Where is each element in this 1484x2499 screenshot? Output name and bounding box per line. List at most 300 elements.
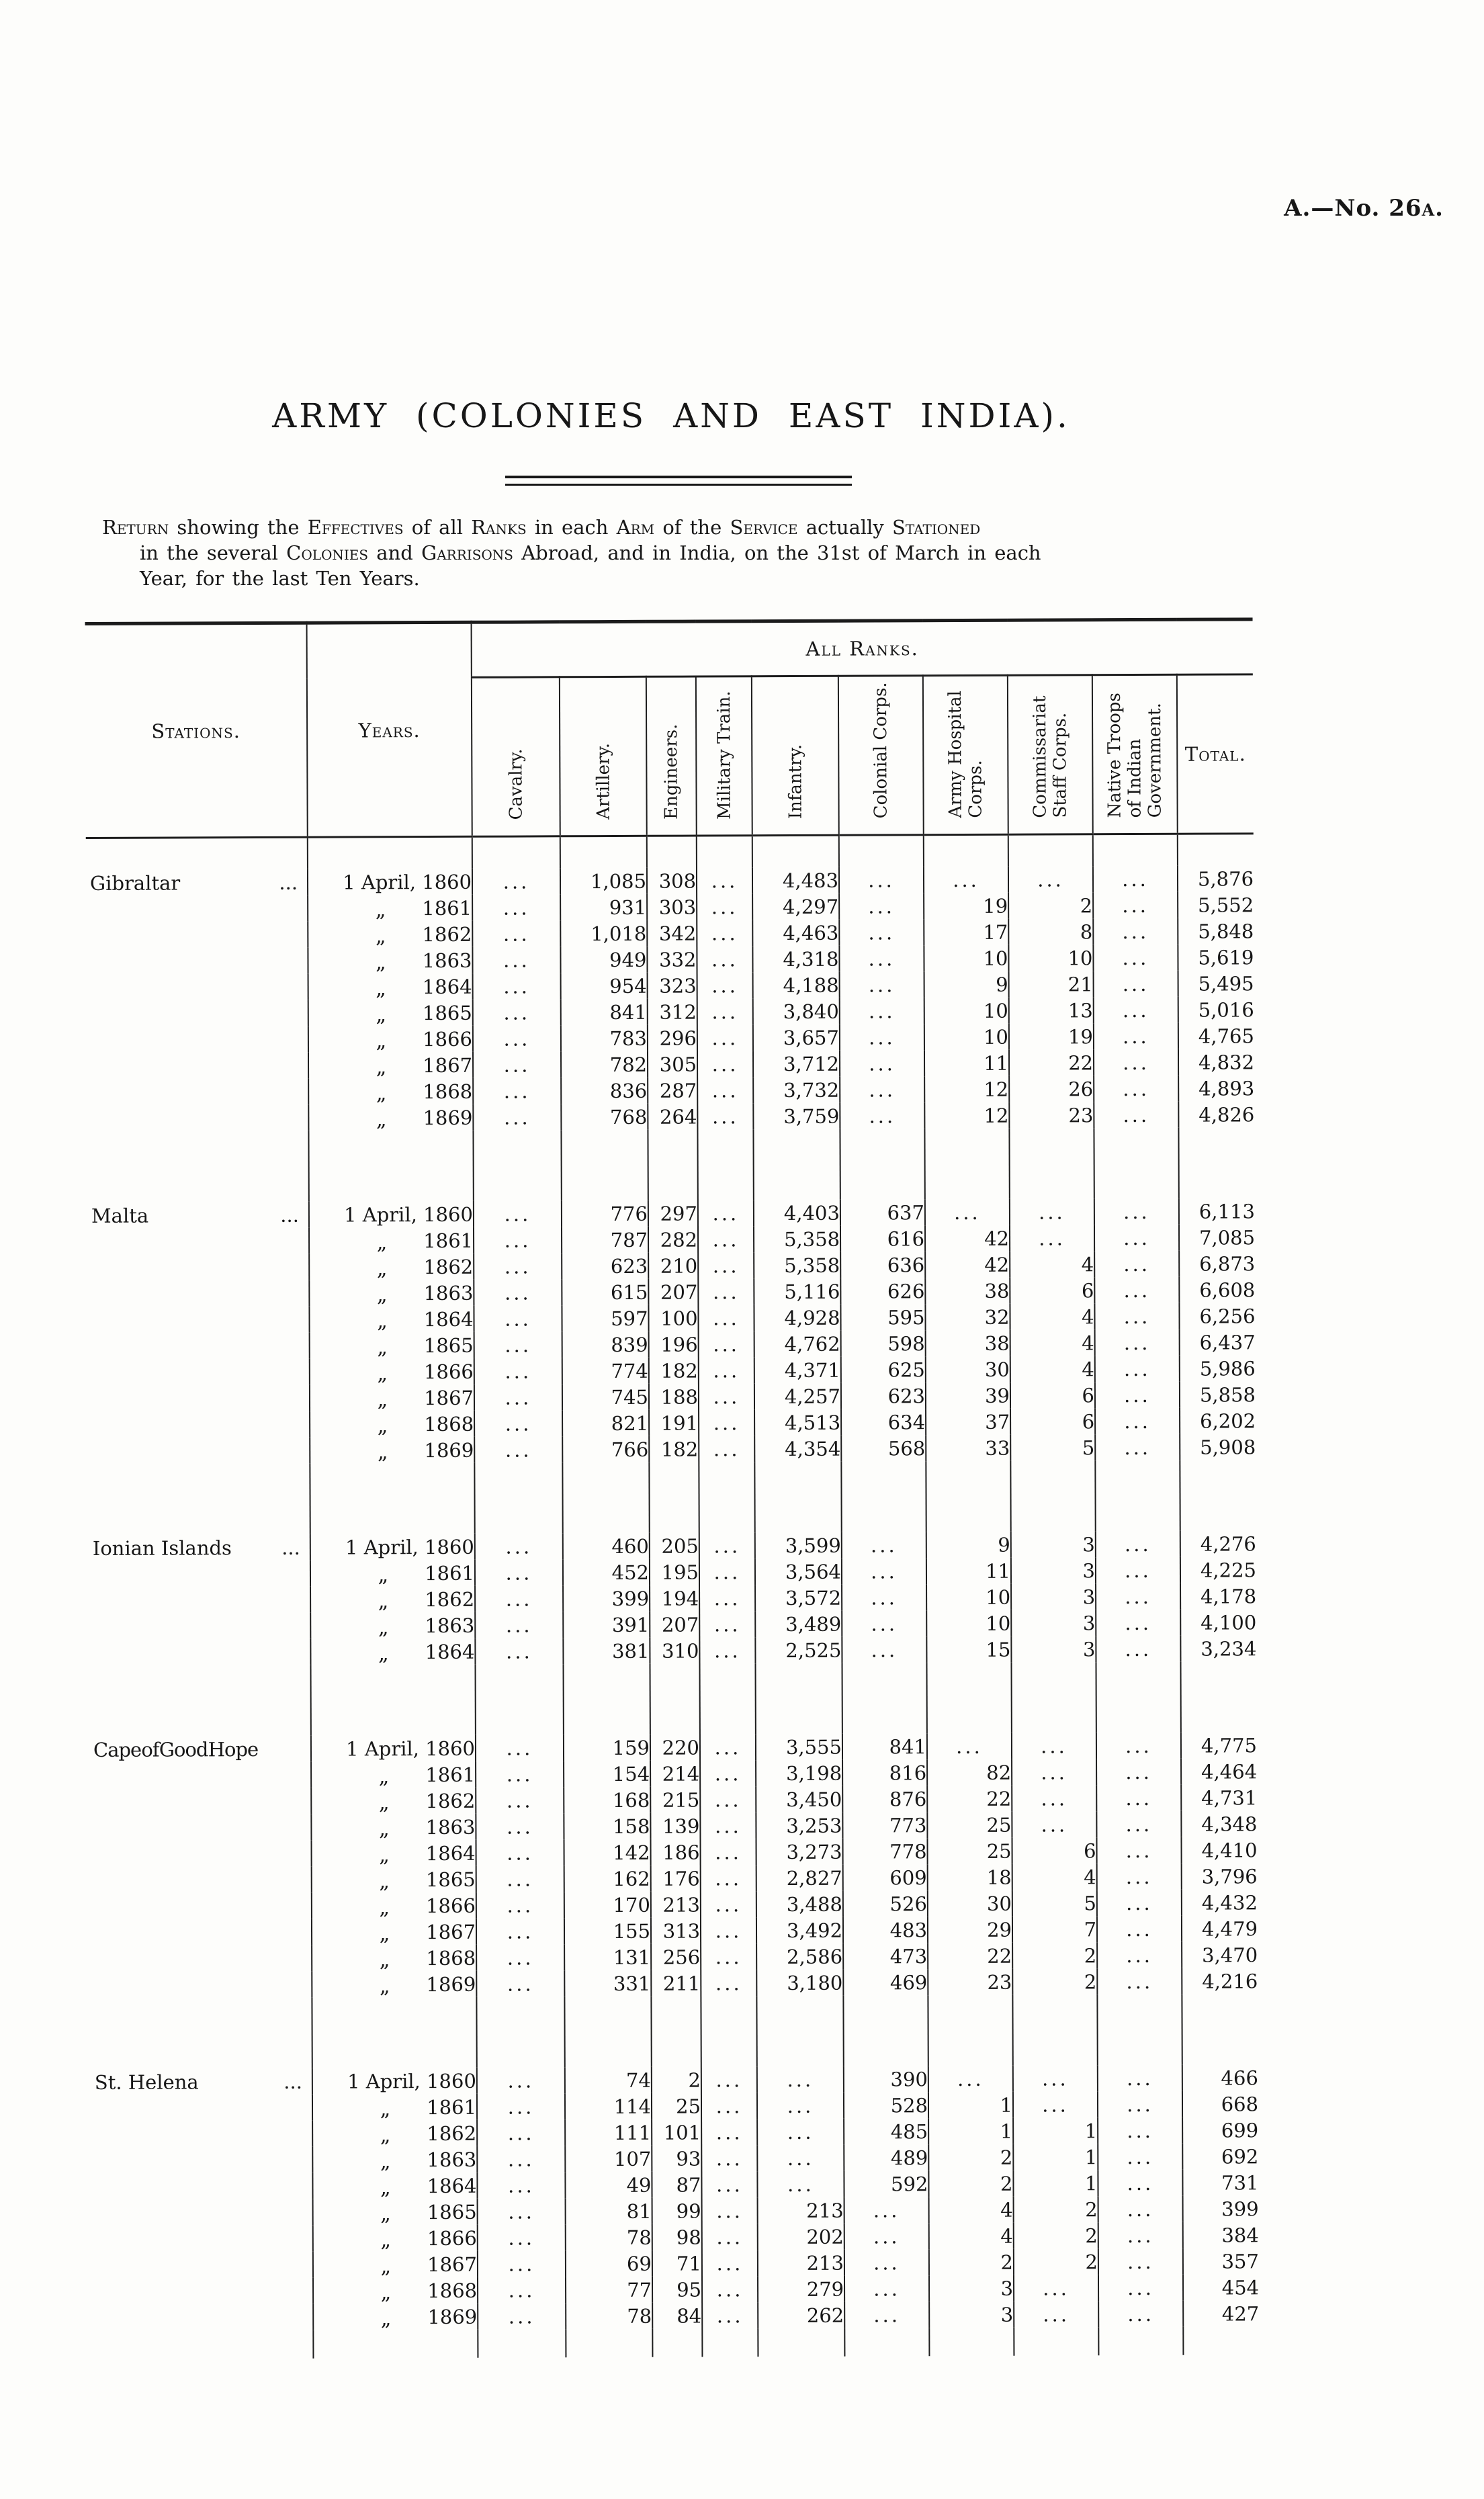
cell-artillery: 49 [565, 2172, 652, 2198]
cell-artillery: 114 [565, 2093, 652, 2119]
cell-native-troops: ... [1096, 1837, 1181, 1864]
cell-artillery: 1,085 [560, 868, 647, 894]
cell-native-troops: ... [1094, 1198, 1179, 1225]
cell-army-hospital-corps: 4 [929, 2223, 1014, 2249]
cell-total: 5,876 [1178, 865, 1254, 891]
table-row [90, 1941, 1258, 1972]
cell-engineers: 87 [652, 2172, 701, 2198]
cell-native-troops: ... [1094, 1251, 1179, 1277]
cell-station [87, 1079, 308, 1106]
cell-engineers: 93 [652, 2146, 701, 2172]
cell-colonial-corps: 876 [842, 1786, 927, 1812]
cell-army-hospital-corps: ... [927, 1733, 1012, 1759]
table-row [91, 2143, 1258, 2174]
cell-engineers: 95 [652, 2277, 702, 2303]
station-leader-dots: ... [283, 2070, 302, 2093]
table-row [88, 1355, 1256, 1386]
cell-total: 4,432 [1182, 1889, 1258, 1915]
ditto-mark: „ [376, 1003, 387, 1027]
cell-engineers: 213 [651, 1892, 701, 1918]
cell-military-train: ... [699, 1409, 754, 1436]
cell-total: 692 [1182, 2143, 1258, 2169]
cell-total: 668 [1182, 2091, 1258, 2117]
cell-station [87, 1026, 308, 1053]
cell-station [89, 1613, 310, 1640]
cell-total: 7,085 [1179, 1224, 1255, 1250]
group-gap-row [87, 1127, 1254, 1202]
table-row [88, 1434, 1256, 1464]
cell-cavalry: ... [475, 1585, 563, 1612]
cell-total: 5,908 [1180, 1434, 1256, 1460]
cell-colonial-corps: 778 [842, 1838, 927, 1864]
ditto-mark: „ [379, 1974, 390, 1999]
table-row [91, 2300, 1259, 2331]
cell-military-train: ... [698, 1226, 754, 1252]
cell-cavalry: ... [477, 2067, 565, 2094]
cell-military-train: ... [701, 2066, 757, 2093]
cell-cavalry: ... [474, 1279, 562, 1306]
cell-military-train: ... [699, 1585, 755, 1611]
spacer-cell [652, 2328, 702, 2357]
cell-military-train: ... [698, 1305, 754, 1331]
table-row [89, 1609, 1256, 1640]
cell-year [313, 2251, 478, 2278]
table-row [90, 1915, 1258, 1946]
cell-commissariat-staff-corps: 1 [1013, 2170, 1098, 2196]
cell-artillery: 839 [562, 1331, 649, 1358]
table-row [91, 2169, 1258, 2200]
spacer-cell [647, 836, 697, 868]
cell-cavalry: ... [477, 2146, 565, 2173]
cell-army-hospital-corps: 32 [925, 1304, 1010, 1330]
cell-artillery: 787 [562, 1227, 648, 1253]
cell-year [313, 2225, 478, 2252]
cell-artillery: 78 [566, 2303, 652, 2329]
year-value: 1868 [423, 1080, 473, 1103]
cell-native-troops: ... [1096, 1610, 1180, 1636]
cell-colonial-corps: 637 [840, 1199, 925, 1225]
cell-military-train: ... [699, 1383, 754, 1409]
cell-year [309, 1227, 474, 1254]
cell-artillery: 78 [566, 2224, 652, 2250]
cell-cavalry: ... [472, 920, 560, 947]
cell-artillery: 142 [564, 1839, 650, 1866]
cell-native-troops: ... [1096, 1636, 1180, 1662]
year-value: 1866 [423, 1360, 474, 1383]
table-row [91, 2091, 1258, 2121]
cell-military-train: ... [698, 1278, 754, 1305]
spacer-cell [1180, 1661, 1256, 1732]
cell-colonial-corps: 568 [841, 1435, 926, 1461]
cell-cavalry: ... [473, 1078, 561, 1104]
year-value: 1861 [423, 1229, 474, 1252]
table-row [91, 2222, 1259, 2252]
cell-cavalry: ... [476, 1813, 564, 1840]
spacer-cell [566, 2329, 652, 2357]
spacer-cell [1008, 834, 1093, 867]
spacer-cell [86, 837, 308, 870]
cell-total: 6,437 [1180, 1329, 1256, 1355]
table-row [87, 1101, 1254, 1132]
group-gap-row [90, 1994, 1258, 2069]
cell-colonial-corps: ... [842, 1558, 926, 1584]
cell-year [312, 1971, 476, 1998]
cell-cavalry: ... [473, 973, 561, 1000]
total-column-header: Total. [1177, 674, 1254, 834]
cell-native-troops: ... [1098, 2170, 1182, 2196]
cell-colonial-corps: 598 [841, 1330, 926, 1356]
spacer-cell [701, 1996, 756, 2066]
cell-station [87, 974, 308, 1001]
cell-station [89, 1587, 310, 1614]
cell-total: 4,348 [1181, 1810, 1257, 1837]
cell-cavalry: ... [474, 1331, 562, 1358]
cell-infantry: 3,489 [755, 1611, 842, 1637]
year-value: 1861 [422, 896, 472, 920]
cell-military-train: ... [698, 1200, 754, 1226]
spacer-cell [1012, 1994, 1097, 2065]
cell-commissariat-staff-corps: 26 [1009, 1076, 1094, 1102]
cell-army-hospital-corps: ... [928, 2066, 1013, 2092]
cell-total: 5,986 [1180, 1355, 1256, 1381]
cell-artillery: 111 [565, 2119, 652, 2146]
cell-station [91, 2252, 313, 2279]
spacer-cell [928, 1995, 1012, 2066]
cell-year [310, 1358, 474, 1385]
cell-military-train: ... [701, 2093, 757, 2119]
cell-station [90, 1972, 312, 1999]
ditto-mark: „ [377, 1335, 388, 1360]
column-header-cavalry [472, 677, 560, 837]
cell-total: 3,234 [1180, 1635, 1256, 1661]
cell-artillery: 331 [564, 1970, 651, 1997]
cell-infantry: ... [757, 2066, 844, 2093]
cell-cavalry: ... [474, 1200, 562, 1227]
cell-commissariat-staff-corps: 5 [1012, 1890, 1097, 1916]
cell-year [310, 1560, 475, 1587]
table-row [91, 2274, 1259, 2305]
spacer-cell [563, 1664, 650, 1735]
cell-engineers: 214 [650, 1761, 700, 1787]
intro-paragraph [102, 515, 1258, 591]
cell-infantry: 202 [758, 2224, 844, 2250]
cell-artillery: 131 [564, 1944, 651, 1970]
cell-army-hospital-corps: 12 [924, 1076, 1009, 1102]
cell-station [88, 1359, 310, 1386]
cell-colonial-corps: 634 [841, 1409, 926, 1435]
cell-colonial-corps: 485 [844, 2118, 928, 2144]
ditto-mark: „ [376, 1108, 387, 1132]
spacer-cell [650, 1664, 699, 1735]
cell-native-troops: ... [1097, 1942, 1182, 1968]
cell-station [91, 2226, 313, 2252]
cell-total: 4,832 [1178, 1049, 1254, 1075]
table-row [89, 1530, 1256, 1561]
cell-year: 1 April, 1860 [312, 2068, 477, 2095]
cell-native-troops: ... [1094, 1303, 1179, 1329]
cell-year [310, 1385, 474, 1411]
cell-engineers: 215 [650, 1787, 700, 1813]
cell-army-hospital-corps: 29 [928, 1917, 1012, 1943]
cell-infantry: 3,555 [756, 1734, 842, 1760]
table-row [91, 2248, 1259, 2279]
cell-station [91, 2304, 313, 2331]
cell-military-train: ... [700, 1760, 756, 1786]
column-header-commissariat-staff-corps [1008, 675, 1093, 834]
cell-station [90, 1867, 312, 1894]
cell-army-hospital-corps: 11 [924, 1050, 1009, 1076]
cell-station [89, 1841, 311, 1868]
spacer-cell [929, 2328, 1014, 2356]
cell-native-troops: ... [1094, 1102, 1178, 1128]
table-row [89, 1784, 1257, 1815]
ditto-mark: „ [377, 1309, 388, 1333]
cell-engineers: 287 [648, 1078, 697, 1104]
cell-native-troops: ... [1098, 2144, 1182, 2170]
cell-native-troops: ... [1098, 2065, 1182, 2091]
cell-cavalry: ... [478, 2224, 566, 2251]
cell-military-train: ... [701, 2145, 757, 2171]
cell-cavalry: ... [478, 2277, 566, 2304]
spacer-cell [1097, 1994, 1182, 2065]
cell-commissariat-staff-corps: ... [1014, 2301, 1098, 2327]
cell-total: 731 [1182, 2169, 1258, 2195]
table-row [88, 1329, 1256, 1360]
cell-cavalry: ... [472, 868, 560, 895]
cell-infantry: 4,318 [752, 946, 839, 972]
cell-engineers: 84 [652, 2303, 702, 2329]
cell-colonial-corps: ... [839, 919, 924, 945]
year-value: 1865 [423, 1333, 474, 1357]
cell-year [313, 2277, 478, 2304]
cell-cavalry: ... [474, 1253, 562, 1280]
cell-army-hospital-corps: 10 [924, 1024, 1009, 1050]
rotated-header-label: Army Hospital Corps. [945, 691, 986, 819]
cell-military-train: ... [702, 2302, 758, 2328]
cell-infantry: 3,599 [755, 1532, 842, 1559]
cell-year [311, 1814, 476, 1841]
cell-total: 4,775 [1181, 1732, 1257, 1758]
cell-commissariat-staff-corps: 23 [1009, 1102, 1094, 1128]
cell-commissariat-staff-corps: 4 [1010, 1329, 1095, 1356]
ditto-mark: „ [377, 1414, 388, 1438]
spacer-cell [475, 1664, 563, 1735]
table-row [86, 944, 1254, 975]
cell-artillery: 452 [563, 1559, 650, 1585]
cell-infantry: 3,840 [753, 998, 840, 1024]
cell-military-train: ... [701, 1943, 756, 1970]
table-row [89, 1583, 1256, 1614]
return-table [85, 617, 1260, 2359]
cell-military-train: ... [700, 1839, 756, 1865]
ditto-mark: „ [377, 1440, 388, 1464]
ditto-mark: „ [380, 2307, 392, 2331]
cell-commissariat-staff-corps: 1 [1013, 2117, 1098, 2144]
year-value: 1867 [427, 2252, 477, 2276]
cell-total: 4,276 [1180, 1530, 1256, 1557]
cell-military-train: ... [702, 2276, 758, 2302]
cell-cavalry: ... [474, 1410, 562, 1437]
ditto-mark: „ [379, 1843, 390, 1868]
cell-infantry: 3,572 [755, 1585, 842, 1611]
station-name: Malta [91, 1204, 149, 1227]
cell-native-troops: ... [1097, 1890, 1182, 1916]
cell-colonial-corps: ... [839, 893, 924, 919]
cell-artillery: 158 [564, 1813, 650, 1839]
spacer-cell [844, 2328, 929, 2356]
cell-artillery: 766 [562, 1436, 649, 1462]
cell-infantry: ... [757, 2119, 844, 2145]
table-row [89, 1635, 1256, 1666]
year-value: 1862 [425, 1789, 476, 1812]
cell-military-train: ... [699, 1331, 754, 1357]
cell-total: 4,178 [1180, 1583, 1256, 1609]
cell-station [86, 922, 308, 949]
cell-native-troops: ... [1098, 2301, 1183, 2327]
cell-cavalry: ... [475, 1612, 563, 1638]
station-name: St. Helena [94, 2070, 199, 2094]
intro-line: in the several Colonies and Garrisons Abroad, and in India, on the 31st of March in each [140, 541, 1041, 564]
cell-year [308, 1104, 473, 1131]
cell-artillery: 836 [561, 1078, 648, 1104]
cell-military-train: ... [701, 1865, 756, 1891]
spacer-cell [312, 1997, 476, 2068]
cell-native-troops: ... [1096, 1557, 1180, 1583]
cell-engineers: 211 [651, 1970, 701, 1997]
table-row [90, 1968, 1258, 1999]
cell-total: 4,100 [1180, 1609, 1256, 1635]
cell-army-hospital-corps: 25 [927, 1838, 1012, 1864]
cell-army-hospital-corps: 33 [926, 1435, 1010, 1461]
ditto-mark: „ [376, 1257, 388, 1281]
cell-infantry: 4,463 [752, 920, 839, 946]
cell-station [87, 1053, 308, 1080]
cell-cavalry: ... [477, 2119, 565, 2146]
cell-cavalry: ... [476, 1735, 564, 1761]
cell-cavalry: ... [475, 1533, 563, 1560]
cell-native-troops: ... [1094, 1049, 1178, 1076]
cell-engineers: 323 [648, 973, 697, 999]
cell-total: 6,608 [1179, 1276, 1255, 1303]
spacer-cell [310, 1665, 475, 1736]
cell-total: 6,873 [1179, 1250, 1255, 1276]
cell-colonial-corps: 616 [840, 1225, 925, 1252]
cell-infantry: 262 [758, 2302, 844, 2328]
spacer-cell [924, 1129, 1009, 1199]
cell-engineers: 196 [649, 1331, 699, 1358]
cell-colonial-corps: ... [840, 1024, 924, 1050]
cell-army-hospital-corps: 10 [926, 1584, 1011, 1610]
year-value: 1866 [425, 1894, 476, 1917]
cell-commissariat-staff-corps: 6 [1010, 1277, 1094, 1303]
cell-artillery: 81 [566, 2198, 652, 2224]
cell-colonial-corps: ... [842, 1532, 926, 1558]
cell-commissariat-staff-corps: 2 [1012, 1968, 1097, 1994]
cell-total: 4,731 [1181, 1784, 1257, 1810]
cell-native-troops: ... [1095, 1408, 1180, 1434]
cell-army-hospital-corps: 82 [927, 1759, 1012, 1786]
spacer-cell [474, 1462, 562, 1534]
table-row [89, 1557, 1256, 1587]
cell-infantry: 3,712 [753, 1051, 840, 1077]
table-row [87, 970, 1254, 1001]
spacer-cell [752, 835, 839, 867]
cell-total: 399 [1183, 2195, 1259, 2222]
cell-native-troops: ... [1098, 2248, 1183, 2275]
cell-station [91, 2278, 313, 2305]
cell-artillery: 391 [563, 1612, 650, 1638]
cell-cavalry: ... [474, 1436, 562, 1463]
ditto-mark: „ [377, 1388, 388, 1412]
cell-commissariat-staff-corps: 3 [1011, 1610, 1096, 1636]
cell-army-hospital-corps: 9 [926, 1532, 1011, 1558]
cell-commissariat-staff-corps: 10 [1008, 945, 1093, 971]
cell-military-train: ... [697, 867, 752, 893]
cell-engineers: 205 [650, 1533, 699, 1559]
table-row [91, 2064, 1258, 2095]
cell-station [87, 1307, 309, 1333]
cell-colonial-corps: 609 [843, 1864, 928, 1890]
spacer-cell [699, 1462, 754, 1532]
cell-cavalry: ... [477, 2093, 565, 2120]
cell-cavalry: ... [478, 2250, 566, 2277]
cell-native-troops: ... [1094, 1076, 1178, 1102]
cell-infantry: 4,188 [753, 972, 840, 998]
cell-native-troops: ... [1093, 918, 1178, 945]
cell-colonial-corps: ... [844, 2301, 929, 2328]
spacer-cell [755, 1663, 842, 1734]
cell-engineers: 310 [650, 1638, 699, 1664]
year-value: 1867 [426, 1920, 476, 1943]
year-value: 1863 [427, 2148, 477, 2171]
year-value: 1861 [425, 1561, 475, 1585]
cell-total: 4,410 [1181, 1837, 1257, 1863]
spacer-cell [1098, 2327, 1183, 2355]
cell-colonial-corps: ... [840, 998, 924, 1024]
cell-military-train: ... [697, 998, 753, 1024]
cell-military-train: ... [701, 1970, 756, 1996]
year-value: 1864 [427, 2174, 477, 2197]
cell-military-train: ... [701, 1891, 756, 1917]
spacer-cell [754, 1462, 841, 1532]
cell-year [308, 1000, 473, 1026]
cell-cavalry: ... [474, 1384, 562, 1411]
cell-year [311, 1840, 476, 1867]
cell-infantry: 4,513 [754, 1409, 841, 1436]
spacer-cell [702, 2328, 758, 2357]
year-value: 1863 [423, 1281, 474, 1305]
ditto-mark: „ [378, 1791, 390, 1815]
spacer-cell [1014, 2327, 1098, 2355]
ditto-mark: „ [378, 1589, 389, 1614]
year-value: 1863 [422, 949, 472, 972]
cell-engineers: 100 [648, 1305, 698, 1331]
rotated-header-label: Engineers. [661, 724, 682, 820]
year-value: 1868 [426, 1946, 476, 1970]
year-value: 1865 [427, 2200, 477, 2224]
table-body [86, 834, 1260, 2359]
column-header-army-hospital-corps [923, 675, 1008, 834]
year-value: 1869 [426, 1972, 476, 1996]
cell-colonial-corps: 592 [844, 2171, 928, 2197]
cell-colonial-corps: 636 [840, 1252, 925, 1278]
cell-artillery: 460 [563, 1533, 650, 1559]
cell-artillery: 949 [560, 947, 647, 973]
year-value: 1869 [424, 1438, 474, 1462]
cell-army-hospital-corps: 1 [928, 2118, 1013, 2144]
ditto-mark: „ [378, 1563, 389, 1587]
cell-engineers: 71 [652, 2250, 702, 2277]
